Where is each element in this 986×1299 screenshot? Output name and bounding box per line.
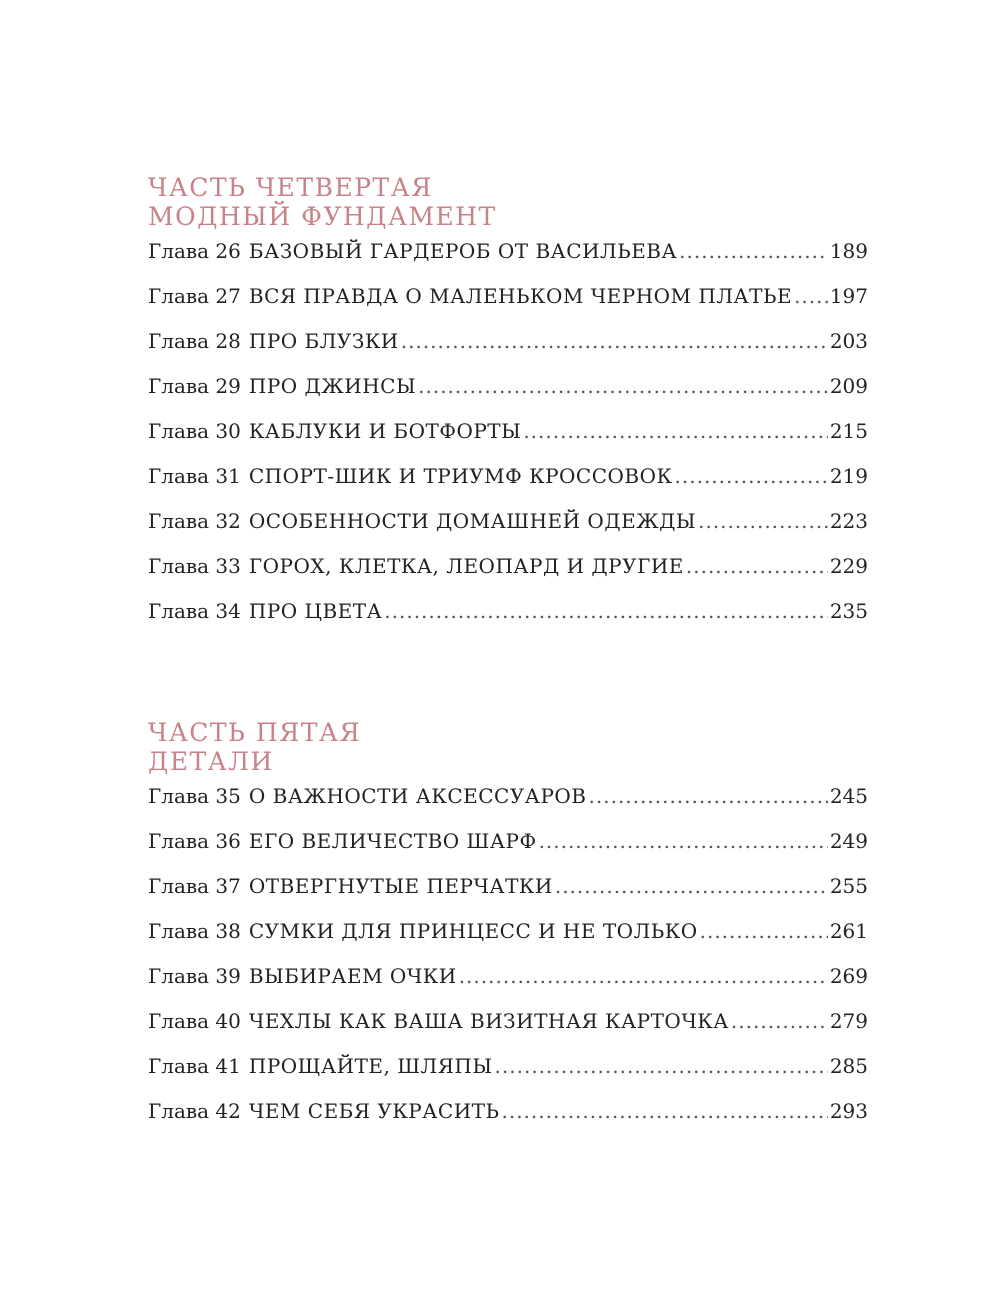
chapter-label: Глава 26 xyxy=(148,239,241,263)
dot-leader xyxy=(675,461,828,491)
dot-leader xyxy=(401,326,828,356)
page-number: 279 xyxy=(829,1009,868,1033)
chapter-title: ЧЕМ СЕБЯ УКРАСИТЬ xyxy=(248,1099,500,1123)
toc-entry-27[interactable] xyxy=(148,281,868,326)
page-number: 285 xyxy=(829,1054,868,1078)
toc-entry-28[interactable] xyxy=(148,326,868,371)
chapter-title: СУМКИ ДЛЯ ПРИНЦЕСС И НЕ ТОЛЬКО xyxy=(248,919,698,943)
part-heading-line2: МОДНЫЙ ФУНДАМЕНТ xyxy=(148,202,497,231)
page-number: 209 xyxy=(829,374,868,398)
toc-entry-37[interactable] xyxy=(148,871,868,916)
chapter-title: СПОРТ-ШИК И ТРИУМФ КРОССОВОК xyxy=(248,464,673,488)
page-number: 249 xyxy=(829,829,868,853)
chapter-label: Глава 27 xyxy=(148,284,241,308)
chapter-title: БАЗОВЫЙ ГАРДЕРОБ ОТ ВАСИЛЬЕВА xyxy=(248,239,678,263)
toc-entry-26[interactable] xyxy=(148,236,868,281)
toc-entry-42[interactable] xyxy=(148,1096,868,1141)
part-heading-line1: ЧАСТЬ ПЯТАЯ xyxy=(148,718,362,747)
toc-entry-34[interactable] xyxy=(148,596,868,641)
chapter-label: Глава 32 xyxy=(148,509,241,533)
part-five xyxy=(148,718,868,1141)
part-heading-line2: ДЕТАЛИ xyxy=(148,747,274,776)
page-number: 293 xyxy=(829,1099,868,1123)
dot-leader xyxy=(539,826,828,856)
chapter-label: Глава 29 xyxy=(148,374,241,398)
toc-entry-36[interactable] xyxy=(148,826,868,871)
dot-leader xyxy=(679,236,828,266)
dot-leader xyxy=(459,961,828,991)
chapter-label: Глава 35 xyxy=(148,784,241,808)
chapter-title: ВСЯ ПРАВДА О МАЛЕНЬКОМ ЧЕРНОМ ПЛАТЬЕ xyxy=(248,284,793,308)
page-number: 245 xyxy=(829,784,868,808)
chapter-label: Глава 30 xyxy=(148,419,241,443)
chapter-title: ОСОБЕННОСТИ ДОМАШНЕЙ ОДЕЖДЫ xyxy=(248,509,697,533)
part-heading xyxy=(148,718,868,776)
toc-entry-35[interactable] xyxy=(148,781,868,826)
dot-leader xyxy=(698,506,828,536)
dot-leader xyxy=(495,1051,828,1081)
toc-list xyxy=(148,236,868,641)
part-four xyxy=(148,173,868,641)
chapter-title: ОТВЕРГНУТЫЕ ПЕРЧАТКИ xyxy=(248,874,553,898)
dot-leader xyxy=(731,1006,828,1036)
dot-leader xyxy=(686,551,828,581)
dot-leader xyxy=(501,1096,827,1126)
chapter-label: Глава 40 xyxy=(148,1009,241,1033)
chapter-label: Глава 39 xyxy=(148,964,241,988)
chapter-label: Глава 41 xyxy=(148,1054,241,1078)
page-number: 269 xyxy=(829,964,868,988)
chapter-title: ГОРОХ, КЛЕТКА, ЛЕОПАРД И ДРУГИЕ xyxy=(248,554,684,578)
chapter-title: ВЫБИРАЕМ ОЧКИ xyxy=(248,964,457,988)
toc-entry-41[interactable] xyxy=(148,1051,868,1096)
toc-entry-30[interactable] xyxy=(148,416,868,461)
chapter-title: ЕГО ВЕЛИЧЕСТВО ШАРФ xyxy=(248,829,537,853)
dot-leader xyxy=(523,416,827,446)
toc-entry-32[interactable] xyxy=(148,506,868,551)
chapter-label: Глава 31 xyxy=(148,464,241,488)
page-number: 203 xyxy=(829,329,868,353)
page-number: 223 xyxy=(829,509,868,533)
page-number: 219 xyxy=(829,464,868,488)
dot-leader xyxy=(384,596,828,626)
part-heading-line1: ЧАСТЬ ЧЕТВЕРТАЯ xyxy=(148,173,433,202)
chapter-title: КАБЛУКИ И БОТФОРТЫ xyxy=(248,419,522,443)
chapter-title: ЧЕХЛЫ КАК ВАША ВИЗИТНАЯ КАРТОЧКА xyxy=(248,1009,729,1033)
chapter-label: Глава 38 xyxy=(148,919,241,943)
page-number: 197 xyxy=(829,284,868,308)
toc-entry-33[interactable] xyxy=(148,551,868,596)
chapter-title: ПРО ЦВЕТА xyxy=(248,599,383,623)
page-number: 235 xyxy=(829,599,868,623)
chapter-label: Глава 37 xyxy=(148,874,241,898)
toc-entry-40[interactable] xyxy=(148,1006,868,1051)
chapter-label: Глава 36 xyxy=(148,829,241,853)
page-number: 189 xyxy=(829,239,868,263)
page-number: 255 xyxy=(829,874,868,898)
dot-leader xyxy=(794,281,828,311)
toc-list xyxy=(148,781,868,1141)
toc-entry-31[interactable] xyxy=(148,461,868,506)
chapter-title: ПРОЩАЙТЕ, ШЛЯПЫ xyxy=(248,1054,493,1078)
dot-leader xyxy=(700,916,828,946)
dot-leader xyxy=(589,781,828,811)
chapter-label: Глава 42 xyxy=(148,1099,241,1123)
page-number: 215 xyxy=(829,419,868,443)
chapter-label: Глава 34 xyxy=(148,599,241,623)
toc-entry-38[interactable] xyxy=(148,916,868,961)
part-heading xyxy=(148,173,868,231)
chapter-title: ПРО ДЖИНСЫ xyxy=(248,374,417,398)
toc-entry-39[interactable] xyxy=(148,961,868,1006)
chapter-title: О ВАЖНОСТИ АКСЕССУАРОВ xyxy=(248,784,587,808)
dot-leader xyxy=(418,371,828,401)
chapter-label: Глава 33 xyxy=(148,554,241,578)
chapter-label: Глава 28 xyxy=(148,329,241,353)
toc-entry-29[interactable] xyxy=(148,371,868,416)
page-number: 261 xyxy=(829,919,868,943)
chapter-title: ПРО БЛУЗКИ xyxy=(248,329,399,353)
page-number: 229 xyxy=(829,554,868,578)
dot-leader xyxy=(555,871,828,901)
